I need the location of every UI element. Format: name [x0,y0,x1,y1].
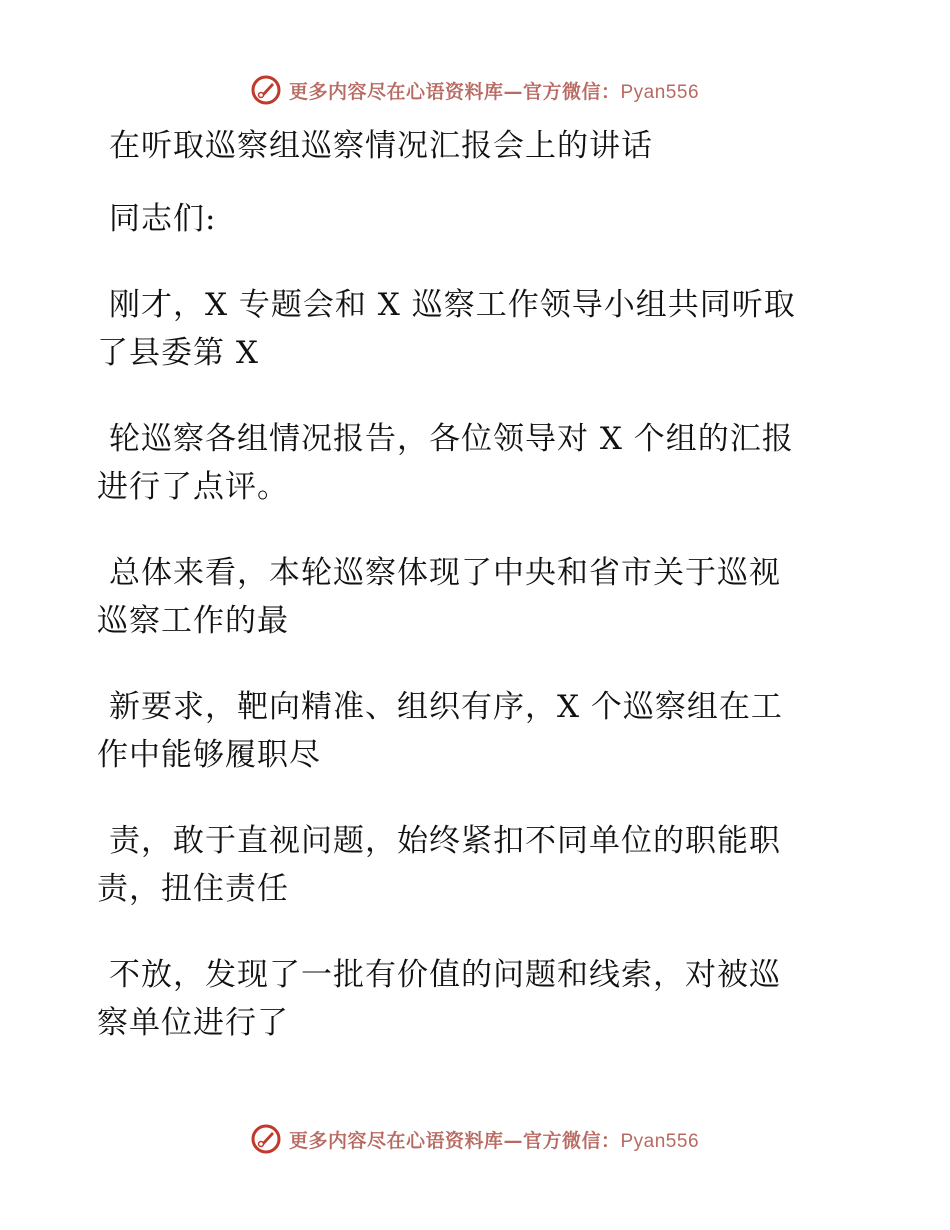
paragraph-line: 作中能够履职尽 [97,737,321,773]
paragraph-line: 责，敢于直视问题，始终紧扣不同单位的职能职 [109,823,781,859]
document-title: 在听取巡察组巡察情况汇报会上的讲话 [109,128,653,164]
paragraph-line: 进行了点评。 [97,469,289,505]
paragraph-line: 新要求，靶向精准、组织有序，X 个巡察组在工 [109,689,783,725]
paragraph-line: 轮巡察各组情况报告，各位领导对 X 个组的汇报 [109,421,794,457]
paragraph-line: 责，扭住责任 [97,871,289,907]
paragraph-line: 巡察工作的最 [97,603,289,639]
paragraph-line: 刚才，X 专题会和 X 巡察工作领导小组共同听取 [109,287,796,323]
quill-logo-icon [251,1124,281,1154]
paragraph-line: 察单位进行了 [97,1005,289,1041]
paragraph-line: 了县委第 X [97,335,259,371]
footer-watermark [0,1119,950,1159]
paragraph-line: 不放，发现了一批有价值的问题和线索，对被巡 [109,957,781,993]
document-body [97,122,857,1047]
watermark-text: 更多内容尽在心语资料库—官方微信：Pyan556 [288,80,700,103]
quill-logo-icon [251,75,281,105]
watermark-text: 更多内容尽在心语资料库—官方微信：Pyan556 [288,1129,700,1152]
header-watermark [0,70,950,110]
salutation: 同志们: [109,201,217,237]
paragraph-line: 总体来看，本轮巡察体现了中央和省市关于巡视 [109,555,781,591]
